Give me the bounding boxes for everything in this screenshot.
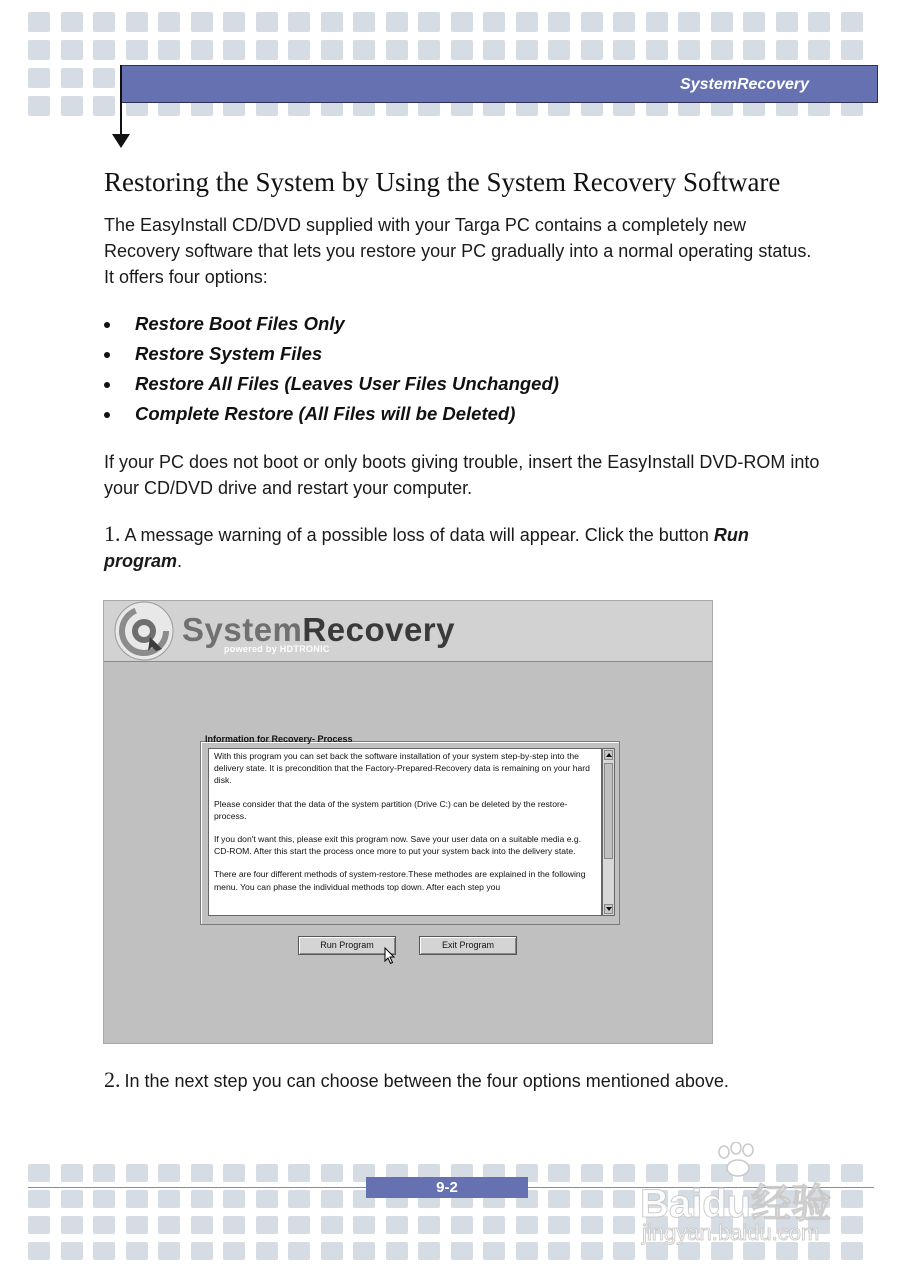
decorative-tile	[28, 1164, 50, 1182]
decorative-tile	[613, 1242, 635, 1260]
decorative-tile	[516, 40, 538, 60]
watermark-brand: Baidu经验	[640, 1182, 832, 1226]
decorative-tile	[93, 96, 115, 116]
troubleshoot-paragraph: If your PC does not boot or only boots giving trouble, insert the EasyInstall DVD-ROM into your CD/DVD drive and restart your computer.	[104, 452, 820, 498]
decorative-tile	[288, 40, 310, 60]
decorative-tile	[223, 1242, 245, 1260]
decorative-tile	[93, 68, 115, 88]
recovery-options-list	[104, 311, 559, 431]
step-text: A message warning of a possible loss of data will appear. Click the button	[124, 525, 714, 545]
decorative-tile	[158, 1190, 180, 1208]
info-paragraph: With this program you can set back the software installation of your system step-by-step into the delivery state. It is precondition that the Factory-Prepared-Recovery data is remaining on your hard disk.	[214, 751, 590, 786]
decorative-tile	[158, 1242, 180, 1260]
decorative-tile	[353, 12, 375, 32]
decorative-tile	[93, 1190, 115, 1208]
decorative-tile	[223, 1216, 245, 1234]
decorative-tile	[581, 40, 603, 60]
decorative-tile	[28, 40, 50, 60]
decorative-tile	[711, 40, 733, 60]
decorative-tile	[191, 1242, 213, 1260]
info-groupbox-title: Information for Recovery- Process	[205, 734, 353, 744]
decorative-tile	[483, 1242, 505, 1260]
decorative-tile	[28, 1216, 50, 1234]
decorative-tile	[841, 12, 863, 32]
exit-program-button[interactable]: Exit Program	[419, 936, 517, 955]
decorative-tile	[386, 12, 408, 32]
decorative-tile	[158, 1216, 180, 1234]
decorative-tile	[418, 1242, 440, 1260]
page-number: 9-2	[366, 1177, 528, 1198]
decorative-tile	[516, 12, 538, 32]
chapter-header-band	[120, 65, 878, 103]
decorative-tile	[126, 12, 148, 32]
step-emphasis: Run program	[104, 525, 749, 571]
decorative-tile	[516, 1216, 538, 1234]
decorative-tile	[613, 1190, 635, 1208]
decorative-tile	[581, 12, 603, 32]
info-scrollbar[interactable]	[602, 748, 615, 916]
recovery-logo-subtitle: powered by HDTRONIC	[224, 644, 330, 654]
step-text: In the next step you can choose between the four options mentioned above.	[124, 1071, 729, 1091]
decorative-tile	[646, 40, 668, 60]
decorative-tile	[808, 40, 830, 60]
decorative-tile	[613, 1216, 635, 1234]
decorative-tile	[613, 40, 635, 60]
decorative-tile	[288, 1164, 310, 1182]
decorative-tile	[288, 1242, 310, 1260]
run-program-button[interactable]: Run Program	[298, 936, 396, 955]
scroll-up-icon[interactable]	[604, 750, 613, 760]
decorative-tile	[61, 68, 83, 88]
decorative-tile	[61, 1242, 83, 1260]
decorative-tile	[483, 40, 505, 60]
decorative-tile	[126, 1190, 148, 1208]
bullet-icon	[104, 412, 110, 418]
decorative-tile	[321, 1242, 343, 1260]
scroll-down-icon[interactable]	[604, 904, 613, 914]
chapter-title: SystemRecovery	[680, 76, 809, 93]
list-item: Complete Restore (All Files will be Deleted)	[104, 401, 559, 431]
decorative-tile	[28, 12, 50, 32]
decorative-tile	[711, 12, 733, 32]
decorative-tile	[613, 12, 635, 32]
list-item: Restore All Files (Leaves User Files Unchanged)	[104, 371, 559, 401]
decorative-tile	[93, 1242, 115, 1260]
info-paragraph: If you don't want this, please exit this program now. Save your user data on a suitable media e.g. CD-ROM. After this start the process once more to put your system back into the delivery state.	[214, 834, 582, 857]
decorative-tile	[223, 12, 245, 32]
info-paragraph: There are four different methods of system-restore.These methodes are explained in the following menu. You can phase the individual methods top down. After each step you	[214, 869, 586, 892]
info-text-area[interactable]	[208, 748, 602, 916]
decorative-tile	[256, 1164, 278, 1182]
decorative-tile	[61, 1216, 83, 1234]
bullet-icon	[104, 352, 110, 358]
mouse-cursor-icon	[384, 947, 396, 965]
decorative-tile	[61, 1164, 83, 1182]
decorative-tile	[418, 40, 440, 60]
decorative-tile	[223, 1164, 245, 1182]
decorative-tile	[28, 1190, 50, 1208]
recovery-app-header	[104, 601, 712, 662]
decorative-tile	[256, 1216, 278, 1234]
decorative-tile	[581, 1216, 603, 1234]
decorative-tile	[93, 40, 115, 60]
watermark-url: jingyan.baidu.com	[642, 1220, 820, 1245]
decorative-tile	[28, 68, 50, 88]
decorative-tile	[418, 12, 440, 32]
decorative-tile	[808, 12, 830, 32]
decorative-tile	[321, 1190, 343, 1208]
decorative-tile	[743, 40, 765, 60]
decorative-tile	[646, 12, 668, 32]
decorative-tile	[61, 1190, 83, 1208]
bullet-icon	[104, 322, 110, 328]
decorative-tile	[483, 1216, 505, 1234]
decorative-tile	[223, 40, 245, 60]
decorative-tile	[126, 1164, 148, 1182]
decorative-tile	[386, 1242, 408, 1260]
step-1: 1. A message warning of a possible loss of data will appear. Click the button Run program.	[104, 521, 749, 571]
decorative-tile	[776, 40, 798, 60]
decorative-tile	[61, 40, 83, 60]
decorative-tile	[548, 1242, 570, 1260]
intro-paragraph: The EasyInstall CD/DVD supplied with your Targa PC contains a completely new Recovery software that lets you restore your PC gradually into a normal operating status. It offers four options:	[104, 215, 812, 287]
decorative-tile	[516, 1242, 538, 1260]
decorative-tile	[321, 1164, 343, 1182]
decorative-tile	[321, 1216, 343, 1234]
decorative-tile	[548, 1164, 570, 1182]
decorative-tile	[841, 40, 863, 60]
step-number: 2.	[104, 1067, 121, 1092]
decorative-tile	[451, 1216, 473, 1234]
decorative-tile	[483, 12, 505, 32]
decorative-tile	[321, 40, 343, 60]
decorative-tile	[28, 96, 50, 116]
decorative-tile	[386, 40, 408, 60]
decorative-tile	[61, 96, 83, 116]
decorative-tile	[743, 12, 765, 32]
decorative-tile	[353, 1242, 375, 1260]
decorative-tile	[158, 12, 180, 32]
list-item: Restore System Files	[104, 341, 559, 371]
decorative-tile	[321, 12, 343, 32]
decorative-tile	[581, 1242, 603, 1260]
decorative-tile	[191, 1190, 213, 1208]
decorative-tile	[256, 12, 278, 32]
decorative-tile	[191, 40, 213, 60]
decorative-tile	[776, 12, 798, 32]
decorative-tile	[288, 1190, 310, 1208]
decorative-tile	[256, 1242, 278, 1260]
decorative-tile	[548, 1216, 570, 1234]
decorative-tile	[93, 1216, 115, 1234]
system-recovery-screenshot	[103, 600, 713, 1044]
step-2	[104, 1067, 824, 1094]
decorative-tile	[191, 1216, 213, 1234]
decorative-tile	[256, 1190, 278, 1208]
header-connector-line	[120, 65, 122, 138]
decorative-tile	[678, 40, 700, 60]
decorative-tile	[191, 12, 213, 32]
decorative-tile	[126, 1242, 148, 1260]
step-number: 1.	[104, 521, 121, 546]
baidu-watermark	[640, 1142, 870, 1252]
decorative-tile	[678, 12, 700, 32]
decorative-tile	[126, 40, 148, 60]
decorative-tile	[28, 1242, 50, 1260]
decorative-tile	[418, 1216, 440, 1234]
recovery-logo-text: SystemRecovery	[182, 611, 456, 648]
decorative-tile	[126, 1216, 148, 1234]
decorative-tile	[191, 1164, 213, 1182]
decorative-tile	[581, 1164, 603, 1182]
decorative-tile	[353, 1216, 375, 1234]
decorative-tile	[451, 1242, 473, 1260]
decorative-tile	[548, 40, 570, 60]
decorative-tile	[256, 40, 278, 60]
decorative-tile	[288, 1216, 310, 1234]
decorative-tile	[61, 12, 83, 32]
decorative-tile	[158, 40, 180, 60]
decorative-tile	[93, 1164, 115, 1182]
decorative-tile	[353, 40, 375, 60]
recovery-logo-icon	[106, 601, 182, 661]
decorative-tile	[548, 12, 570, 32]
scroll-thumb[interactable]	[604, 763, 613, 859]
decorative-tile	[158, 1164, 180, 1182]
decorative-tile	[548, 1190, 570, 1208]
info-paragraph: Please consider that the data of the system partition (Drive C:) can be deleted by the restore-process.	[214, 798, 568, 821]
decorative-tile	[223, 1190, 245, 1208]
decorative-tile	[93, 12, 115, 32]
decorative-tile	[386, 1216, 408, 1234]
bullet-icon	[104, 382, 110, 388]
decorative-tile	[581, 1190, 603, 1208]
decorative-tile	[288, 12, 310, 32]
decorative-tile	[451, 12, 473, 32]
down-arrow-icon	[112, 134, 130, 148]
section-title: Restoring the System by Using the System Recovery Software	[104, 167, 781, 197]
decorative-tile	[613, 1164, 635, 1182]
list-item: Restore Boot Files Only	[104, 311, 559, 341]
decorative-tile	[451, 40, 473, 60]
